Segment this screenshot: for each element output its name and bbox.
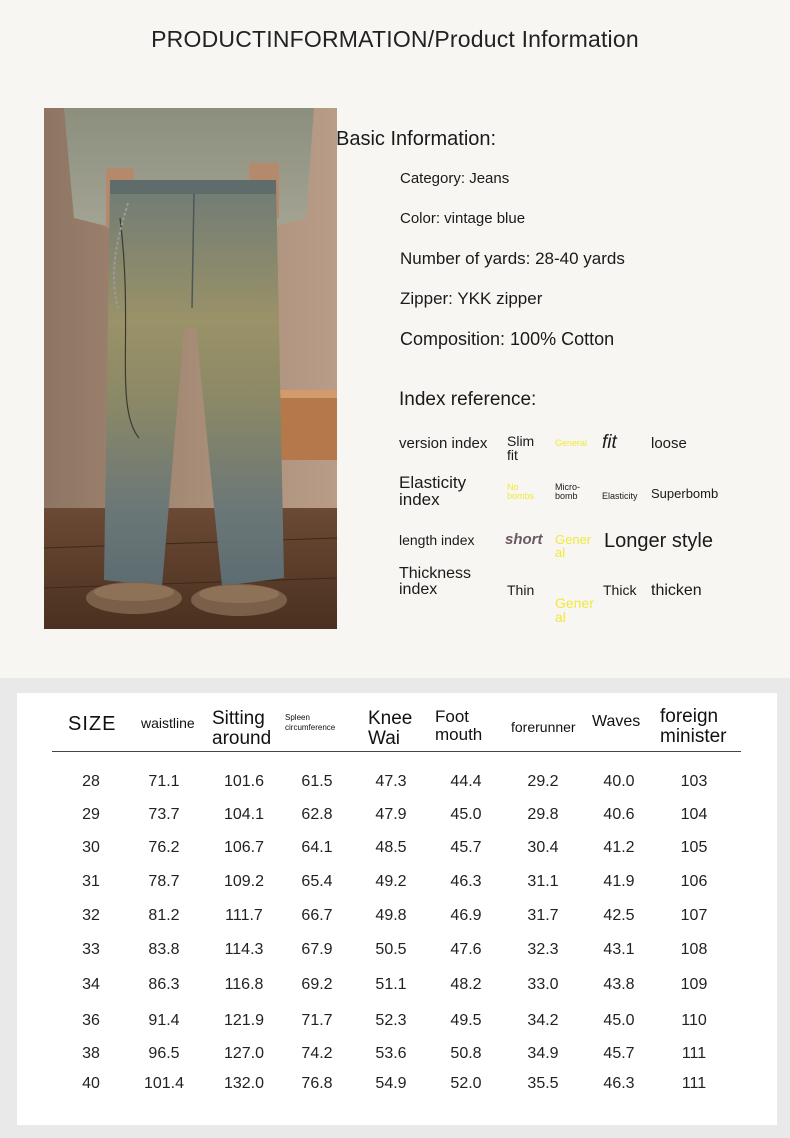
- table-cell-size: 32: [82, 907, 100, 924]
- table-cell-waves: 43.8: [603, 976, 635, 993]
- header-forerunner: forerunner: [511, 719, 576, 735]
- table-cell-foreign-minister: 111: [681, 1075, 707, 1092]
- index-reference-heading: Index reference:: [399, 389, 537, 410]
- table-cell-waves: 41.9: [603, 873, 635, 890]
- table-cell-forerunner: 32.3: [527, 941, 559, 958]
- table-cell-sitting-around: 114.3: [224, 941, 264, 958]
- header-sitting-around: Sitting around: [212, 708, 272, 749]
- table-cell-sitting-around: 106.7: [223, 839, 265, 856]
- table-cell-waves: 45.7: [603, 1045, 635, 1062]
- table-cell-spleen-circumference: 65.4: [301, 873, 333, 890]
- thickness-option-thicken: thicken: [651, 582, 702, 599]
- table-cell-knee-wai: 50.5: [375, 941, 407, 958]
- table-cell-spleen-circumference: 71.7: [301, 1012, 333, 1029]
- header-foreign-minister: foreign minister: [660, 706, 727, 747]
- table-cell-foreign-minister: 106: [680, 873, 708, 890]
- table-cell-foreign-minister: 111: [681, 1045, 707, 1062]
- table-cell-waves: 42.5: [603, 907, 635, 924]
- table-cell-foot-mouth: 49.5: [450, 1012, 482, 1029]
- yards-text: Number of yards: 28-40 yards: [400, 249, 625, 268]
- version-option-slim-fit: Slim fit: [507, 433, 535, 463]
- table-cell-foot-mouth: 52.0: [450, 1075, 482, 1092]
- table-cell-foot-mouth: 45.0: [450, 806, 482, 823]
- table-cell-foot-mouth: 46.3: [450, 873, 482, 890]
- table-cell-spleen-circumference: 62.8: [301, 806, 333, 823]
- table-cell-spleen-circumference: 67.9: [301, 941, 333, 958]
- table-cell-sitting-around: 109.2: [223, 873, 265, 890]
- table-cell-waves: 46.3: [603, 1075, 635, 1092]
- table-cell-sitting-around: 104.1: [223, 806, 265, 823]
- table-cell-waves: 45.0: [603, 1012, 635, 1029]
- color-text: Color: vintage blue: [400, 210, 526, 227]
- table-cell-sitting-around: 111.7: [225, 907, 263, 924]
- table-cell-forerunner: 31.7: [527, 907, 559, 924]
- thickness-option-general: General: [555, 595, 594, 625]
- table-cell-size: 36: [82, 1012, 100, 1029]
- table-cell-foreign-minister: 108: [680, 941, 708, 958]
- elasticity-option-no-bombs: No bombs: [507, 482, 535, 501]
- category-text: Category: Jeans: [400, 170, 510, 187]
- table-cell-waistline: 101.4: [143, 1075, 185, 1092]
- table-cell-sitting-around: 121.9: [223, 1012, 265, 1029]
- elasticity-option-elasticity: Elasticity: [602, 491, 638, 501]
- table-cell-waistline: 73.7: [148, 806, 180, 823]
- table-cell-spleen-circumference: 66.7: [301, 907, 333, 924]
- elasticity-option-micro-bomb: Micro-bomb: [555, 482, 580, 501]
- zipper-text: Zipper: YKK zipper: [400, 289, 543, 308]
- table-cell-spleen-circumference: 69.2: [301, 976, 333, 993]
- table-cell-waves: 40.0: [603, 773, 635, 790]
- table-cell-waistline: 96.5: [148, 1045, 180, 1062]
- product-photo: [44, 108, 337, 629]
- elasticity-index-label: Elasticity index: [399, 473, 467, 509]
- table-cell-sitting-around: 132.0: [223, 1075, 265, 1092]
- table-cell-knee-wai: 51.1: [375, 976, 407, 993]
- length-option-general: General: [555, 532, 592, 560]
- table-cell-waves: 41.2: [603, 839, 635, 856]
- table-cell-foot-mouth: 44.4: [450, 773, 482, 790]
- table-cell-forerunner: 35.5: [527, 1075, 559, 1092]
- length-option-short: short: [505, 531, 543, 548]
- table-cell-knee-wai: 53.6: [375, 1045, 407, 1062]
- table-cell-waistline: 81.2: [148, 907, 180, 924]
- table-cell-foreign-minister: 105: [680, 839, 708, 856]
- table-cell-sitting-around: 101.6: [223, 773, 265, 790]
- header-foot-mouth: Foot mouth: [435, 707, 483, 744]
- table-cell-spleen-circumference: 74.2: [301, 1045, 333, 1062]
- version-index-label: version index: [399, 435, 488, 452]
- table-cell-sitting-around: 116.8: [224, 976, 264, 993]
- table-cell-size: 29: [82, 806, 100, 823]
- table-cell-size: 28: [82, 773, 100, 790]
- length-option-longer-style: Longer style: [604, 530, 713, 552]
- table-cell-forerunner: 34.2: [527, 1012, 559, 1029]
- table-cell-knee-wai: 47.3: [375, 773, 407, 790]
- header-knee-wai: Knee Wai: [368, 708, 413, 749]
- header-waistline: waistline: [141, 715, 195, 731]
- table-cell-forerunner: 31.1: [527, 873, 559, 890]
- table-cell-spleen-circumference: 64.1: [301, 839, 333, 856]
- table-cell-foot-mouth: 45.7: [450, 839, 482, 856]
- table-cell-waistline: 91.4: [148, 1012, 180, 1029]
- table-cell-foreign-minister: 110: [681, 1012, 707, 1029]
- thickness-option-thick: Thick: [603, 582, 637, 598]
- table-cell-spleen-circumference: 76.8: [301, 1075, 333, 1092]
- table-cell-waistline: 76.2: [148, 839, 180, 856]
- table-cell-foreign-minister: 107: [680, 907, 708, 924]
- table-cell-foot-mouth: 48.2: [450, 976, 482, 993]
- table-cell-foreign-minister: 103: [680, 773, 708, 790]
- table-cell-size: 30: [82, 839, 100, 856]
- table-cell-forerunner: 29.2: [527, 773, 559, 790]
- table-cell-foreign-minister: 104: [680, 806, 708, 823]
- table-cell-forerunner: 34.9: [527, 1045, 559, 1062]
- version-option-fit: fit: [602, 432, 617, 453]
- table-cell-sitting-around: 127.0: [223, 1045, 265, 1062]
- table-cell-spleen-circumference: 61.5: [301, 773, 333, 790]
- version-option-general: General: [555, 438, 588, 448]
- table-cell-knee-wai: 49.8: [375, 907, 407, 924]
- table-cell-waistline: 86.3: [148, 976, 180, 993]
- table-cell-knee-wai: 54.9: [375, 1075, 407, 1092]
- table-cell-forerunner: 33.0: [527, 976, 559, 993]
- table-cell-foot-mouth: 47.6: [450, 941, 482, 958]
- table-cell-forerunner: 29.8: [527, 806, 559, 823]
- version-option-loose: loose: [651, 435, 687, 452]
- table-cell-size: 40: [82, 1075, 100, 1092]
- table-cell-knee-wai: 48.5: [375, 839, 407, 856]
- thickness-index-label: Thickness index: [399, 565, 472, 598]
- page-title: PRODUCTINFORMATION/Product Information: [151, 26, 639, 52]
- table-cell-size: 38: [82, 1045, 100, 1062]
- thickness-option-thin: Thin: [507, 582, 535, 598]
- table-cell-waves: 40.6: [603, 806, 635, 823]
- elasticity-option-superbomb: Superbomb: [651, 486, 719, 501]
- basic-info-heading: Basic Information:: [336, 128, 497, 150]
- table-cell-foot-mouth: 46.9: [450, 907, 482, 924]
- table-cell-waistline: 83.8: [148, 941, 180, 958]
- table-cell-foot-mouth: 50.8: [450, 1045, 482, 1062]
- table-cell-waves: 43.1: [603, 941, 635, 958]
- header-waves: Waves: [592, 713, 641, 730]
- length-index-label: length index: [399, 532, 475, 548]
- table-cell-knee-wai: 47.9: [375, 806, 407, 823]
- table-cell-waistline: 71.1: [148, 773, 180, 790]
- composition-text: Composition: 100% Cotton: [400, 329, 615, 349]
- table-cell-size: 33: [82, 941, 100, 958]
- table-cell-foreign-minister: 109: [680, 976, 708, 993]
- header-size: SIZE: [68, 713, 117, 735]
- table-cell-size: 31: [82, 873, 100, 890]
- table-cell-size: 34: [82, 976, 100, 993]
- table-cell-forerunner: 30.4: [527, 839, 559, 856]
- table-cell-knee-wai: 52.3: [375, 1012, 407, 1029]
- header-spleen-circumference: Spleen circumference: [285, 713, 336, 732]
- table-header-divider: [52, 751, 741, 752]
- table-cell-waistline: 78.7: [148, 873, 180, 890]
- table-cell-knee-wai: 49.2: [375, 873, 407, 890]
